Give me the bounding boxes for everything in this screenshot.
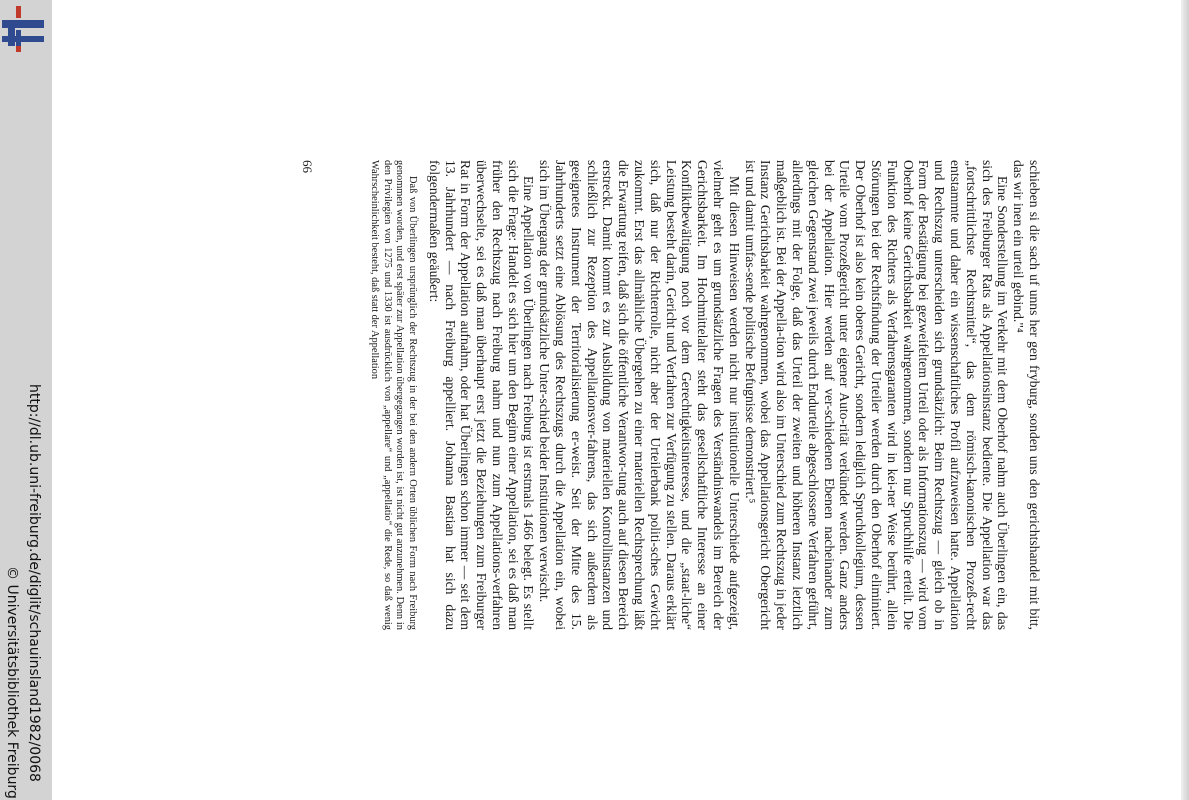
paragraph-2: Eine Sonderstellung im Verkehr mit dem Oberhof nahm auch Überlingen ein, das sich des Freiburger Rats als Appellationsinstanz bediente. Die Appellation war das „fortschrittlichste Rechtsmittel“, das dem römisch-kanonischen Prozeß-recht entstammte und daher ein wissenschaftliches Profil aufzuweisen hatte. Appellation und Rechtszug unterscheiden sich grundsätzlich: Beim Rechtszug — gleich ob in Form der Bestätigung bei gezweifeltem Urteil oder als Informationszug — wird vom Oberhof keine Gerichtsbarkeit wahrgenommen, sondern nur Spruchhilfe erteilt. Die Funktion des Richters als Verfahrensgaranten wird in kei-ner Weise berührt, allein Störungen bei der Rechtsfindung der Urteiler werden durch den Oberhof eliminiert. Der Oberhof ist also kein oberes Gericht, sondern lediglich Spruchkollegium, dessen Urteile vom Prozeßgericht unter eigener Auto-rität verkündet werden. Ganz anders bei der Appellation. Hier werden auf ver-schiedenen Ebenen nacheinander zum gleichen Gegenstand zwei jeweils durch Endurteile abgeschlossene Verfahren geführt, allerdings mit der Folge, daß das Urteil der zweiten und höheren Instanz letztlich maßgeblich ist. Bei der Appella-tion wird also im Unterschied zum Rechtszug in jeder Instanz Gerichtsbarkeit wahrgenommen, wobei das Appellationsgericht Obergericht ist und damit umfas-sende politische Befugnisse demonstriert.⁵: [742, 160, 1011, 630]
rotated-text-block: [307, 160, 1042, 630]
paragraph-3: Mit diesen Hinweisen werden nicht nur institutionelle Unterschiede aufgezeigt, vielmehr geht es um grundsätzliche Fragen des Verständniswandels im Bereich der Gerichtsbarkeit. Im Hochmittelalter steht das gesellschaftliche Interesse an einer Konfliktbewältigung noch vor dem Gerechtigkeitsinteresse, und die „staat-liche“ Leistung besteht darin, Gericht und Verfahren zur Verfügung zu stellen. Daraus erklärt sich, daß nur der Richterrolle, nicht aber der Urteilerbank politi-sches Gewicht zukommt. Erst das allmähliche Übergehen zu einer materiellen Rechtsprechung läßt die Erwartung reifen, daß sich die öffentliche Verantwor-tung auch auf diesen Bereich erstreckt. Damit kommt es zur Ausbildung von materiellen Kontrollinstanzen und schließlich zur Rezeption des Appellationsver-fahrens, das sich außerdem als geeignetes Instrument der Territorialisierung er-weist. Seit der Mitte des 15. Jahrhunderts setzt eine Ablösung des Rechtszugs durch die Appellation ein, wobei sich im Übergang der grundsätzliche Unter-schied beider Institutionen verwischt.: [537, 160, 742, 630]
copyright-notice: © Universitätsbibliothek Freiburg: [4, 566, 20, 799]
footnote-block: [368, 160, 418, 630]
document-url[interactable]: http://dl.ub.uni-freiburg.de/diglit/schauinsland1982/0068: [26, 384, 42, 782]
paragraph-1: schieben si die sach uf unns her gen fryburg, sonden uns den gerichtshandel mit bitt, das wir inen ein urteil gebind."⁴: [1011, 160, 1042, 630]
viewer-right-edge: [1181, 0, 1189, 800]
viewer-sidebar: [0, 0, 52, 800]
footnote-text: Daß von Überlingen ursprünglich der Rechtszug in der bei den andern Orten üblichen Form nach Freiburg genommen worden, und erst später zur Appellation übergegangen worden ist, ist nicht gut anzunehmen. Denn in den Privilegien von 1275 und 1330 ist ausdrücklich von „appellare“ und „appellatio“ die Rede, so daß wenig Wahrscheinlichkeit besteht, daß statt der Appellation: [369, 160, 418, 630]
paragraph-4: Eine Appellation von Überlingen nach Freiburg ist erstmals 1466 belegt. Es stellt sich die Frage: Handelt es sich hier um den Beginn einer Appellation, sei es daß man früher den Rechtszug nach Freiburg nahm und nun zum Appellations-verfahren überwechselte, sei es daß man überhaupt erst jetzt die Beziehungen zum Freiburger Rat in Form der Appellation aufnahm, oder hat Überlingen schon immer — seit dem 13. Jahrhundert — nach Freiburg appelliert. Johanna Bastian hat sich dazu folgendermaßen geäußert:: [426, 160, 537, 630]
page-number: 66: [300, 160, 315, 173]
sidebar-text-area: [0, 0, 52, 800]
scanned-page: [52, 0, 1181, 800]
